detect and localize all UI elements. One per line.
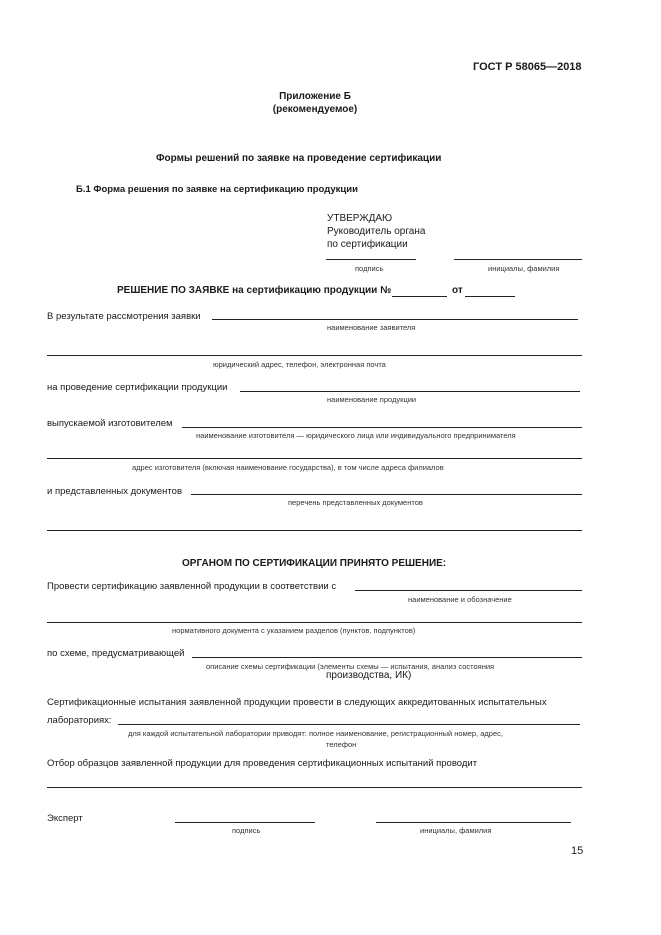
- address-line[interactable]: [47, 355, 582, 356]
- documents-label: и представленных документов: [47, 486, 183, 497]
- decision-number-line[interactable]: [392, 296, 447, 297]
- expert-name-caption: инициалы, фамилия: [420, 826, 492, 835]
- expert-name-line[interactable]: [376, 822, 571, 823]
- scheme-caption: описание схемы сертификации (элементы схемы — испытания, анализ состояния: [206, 662, 495, 671]
- decision-block-title: ОРГАНОМ ПО СЕРТИФИКАЦИИ ПРИНЯТО РЕШЕНИЕ:: [182, 558, 447, 569]
- expert-signature-line[interactable]: [175, 822, 315, 823]
- approve-name-caption: инициалы, фамилия: [488, 264, 560, 273]
- documents-caption: перечень представленных документов: [288, 498, 423, 507]
- manufacturer-line[interactable]: [182, 427, 582, 428]
- conduct-caption: наименование и обозначение: [408, 595, 512, 604]
- manufacturer-label: выпускаемой изготовителем: [47, 418, 173, 429]
- labs-text-1: Сертификационные испытания заявленной продукции провести в следующих аккредитованных испытательных: [47, 697, 547, 708]
- approve-line2: Руководитель органа: [327, 226, 426, 237]
- standard-header: ГОСТ Р 58065—2018: [473, 61, 582, 73]
- approve-signature-caption: подпись: [355, 264, 384, 273]
- approve-signature-line[interactable]: [326, 259, 416, 260]
- decision-title: [117, 285, 391, 296]
- conduct-label: Провести сертификацию заявленной продукции в соответствии с: [47, 581, 337, 592]
- approve-name-line[interactable]: [454, 259, 582, 260]
- sampling-line[interactable]: [47, 787, 582, 788]
- product-label: на проведение сертификации продукции: [47, 382, 228, 393]
- sampling-text: Отбор образцов заявленной продукции для проведения сертификационных испытаний проводит: [47, 758, 478, 769]
- applicant-line[interactable]: [212, 319, 578, 320]
- scheme-line[interactable]: [192, 657, 582, 658]
- scheme-label: по схеме, предусматривающей: [47, 648, 185, 659]
- conduct-line[interactable]: [355, 590, 582, 591]
- product-caption: наименование продукции: [327, 395, 417, 404]
- expert-label: Эксперт: [47, 813, 83, 824]
- labs-caption-2: телефон: [326, 740, 357, 749]
- expert-signature-caption: подпись: [232, 826, 261, 835]
- decision-from: от: [452, 285, 463, 296]
- applicant-caption: наименование заявителя: [327, 323, 416, 332]
- section-title: Б.1 Форма решения по заявке на сертификацию продукции: [76, 184, 358, 195]
- manufacturer-address-caption: адрес изготовителя (включая наименование государства), в том числе адреса филиалов: [132, 463, 444, 472]
- manufacturer-address-line[interactable]: [47, 458, 582, 459]
- appendix-subtitle: (рекомендуемое): [272, 104, 358, 115]
- normative-caption: нормативного документа с указанием разделов (пунктов, подпунктов): [172, 626, 416, 635]
- normative-line[interactable]: [47, 622, 582, 623]
- documents-line-2[interactable]: [47, 530, 582, 531]
- decision-title-rest: на сертификацию продукции №: [232, 285, 392, 296]
- decision-title-bold: РЕШЕНИЕ ПО ЗАЯВКЕ: [117, 285, 230, 296]
- main-title: Формы решений по заявке на проведение сертификации: [156, 153, 442, 164]
- labs-text-2: лабораториях:: [47, 715, 112, 726]
- scheme-caption-2: производства, ИК): [326, 670, 412, 681]
- decision-date-line[interactable]: [465, 296, 515, 297]
- product-line[interactable]: [240, 391, 580, 392]
- labs-caption: для каждой испытательной лаборатории приводят: полное наименование, регистрационный номер, адрес,: [128, 729, 503, 738]
- manufacturer-caption: наименование изготовителя — юридического лица или индивидуального предпринимателя: [196, 431, 516, 440]
- address-caption: юридический адрес, телефон, электронная почта: [213, 360, 386, 369]
- documents-line[interactable]: [191, 494, 582, 495]
- approve-line3: по сертификации: [327, 239, 408, 250]
- result-label: В результате рассмотрения заявки: [47, 311, 201, 322]
- page-number: 15: [571, 845, 584, 857]
- appendix-title: Приложение Б: [279, 91, 351, 102]
- labs-line[interactable]: [118, 724, 580, 725]
- approve-line1: УТВЕРЖДАЮ: [327, 213, 393, 224]
